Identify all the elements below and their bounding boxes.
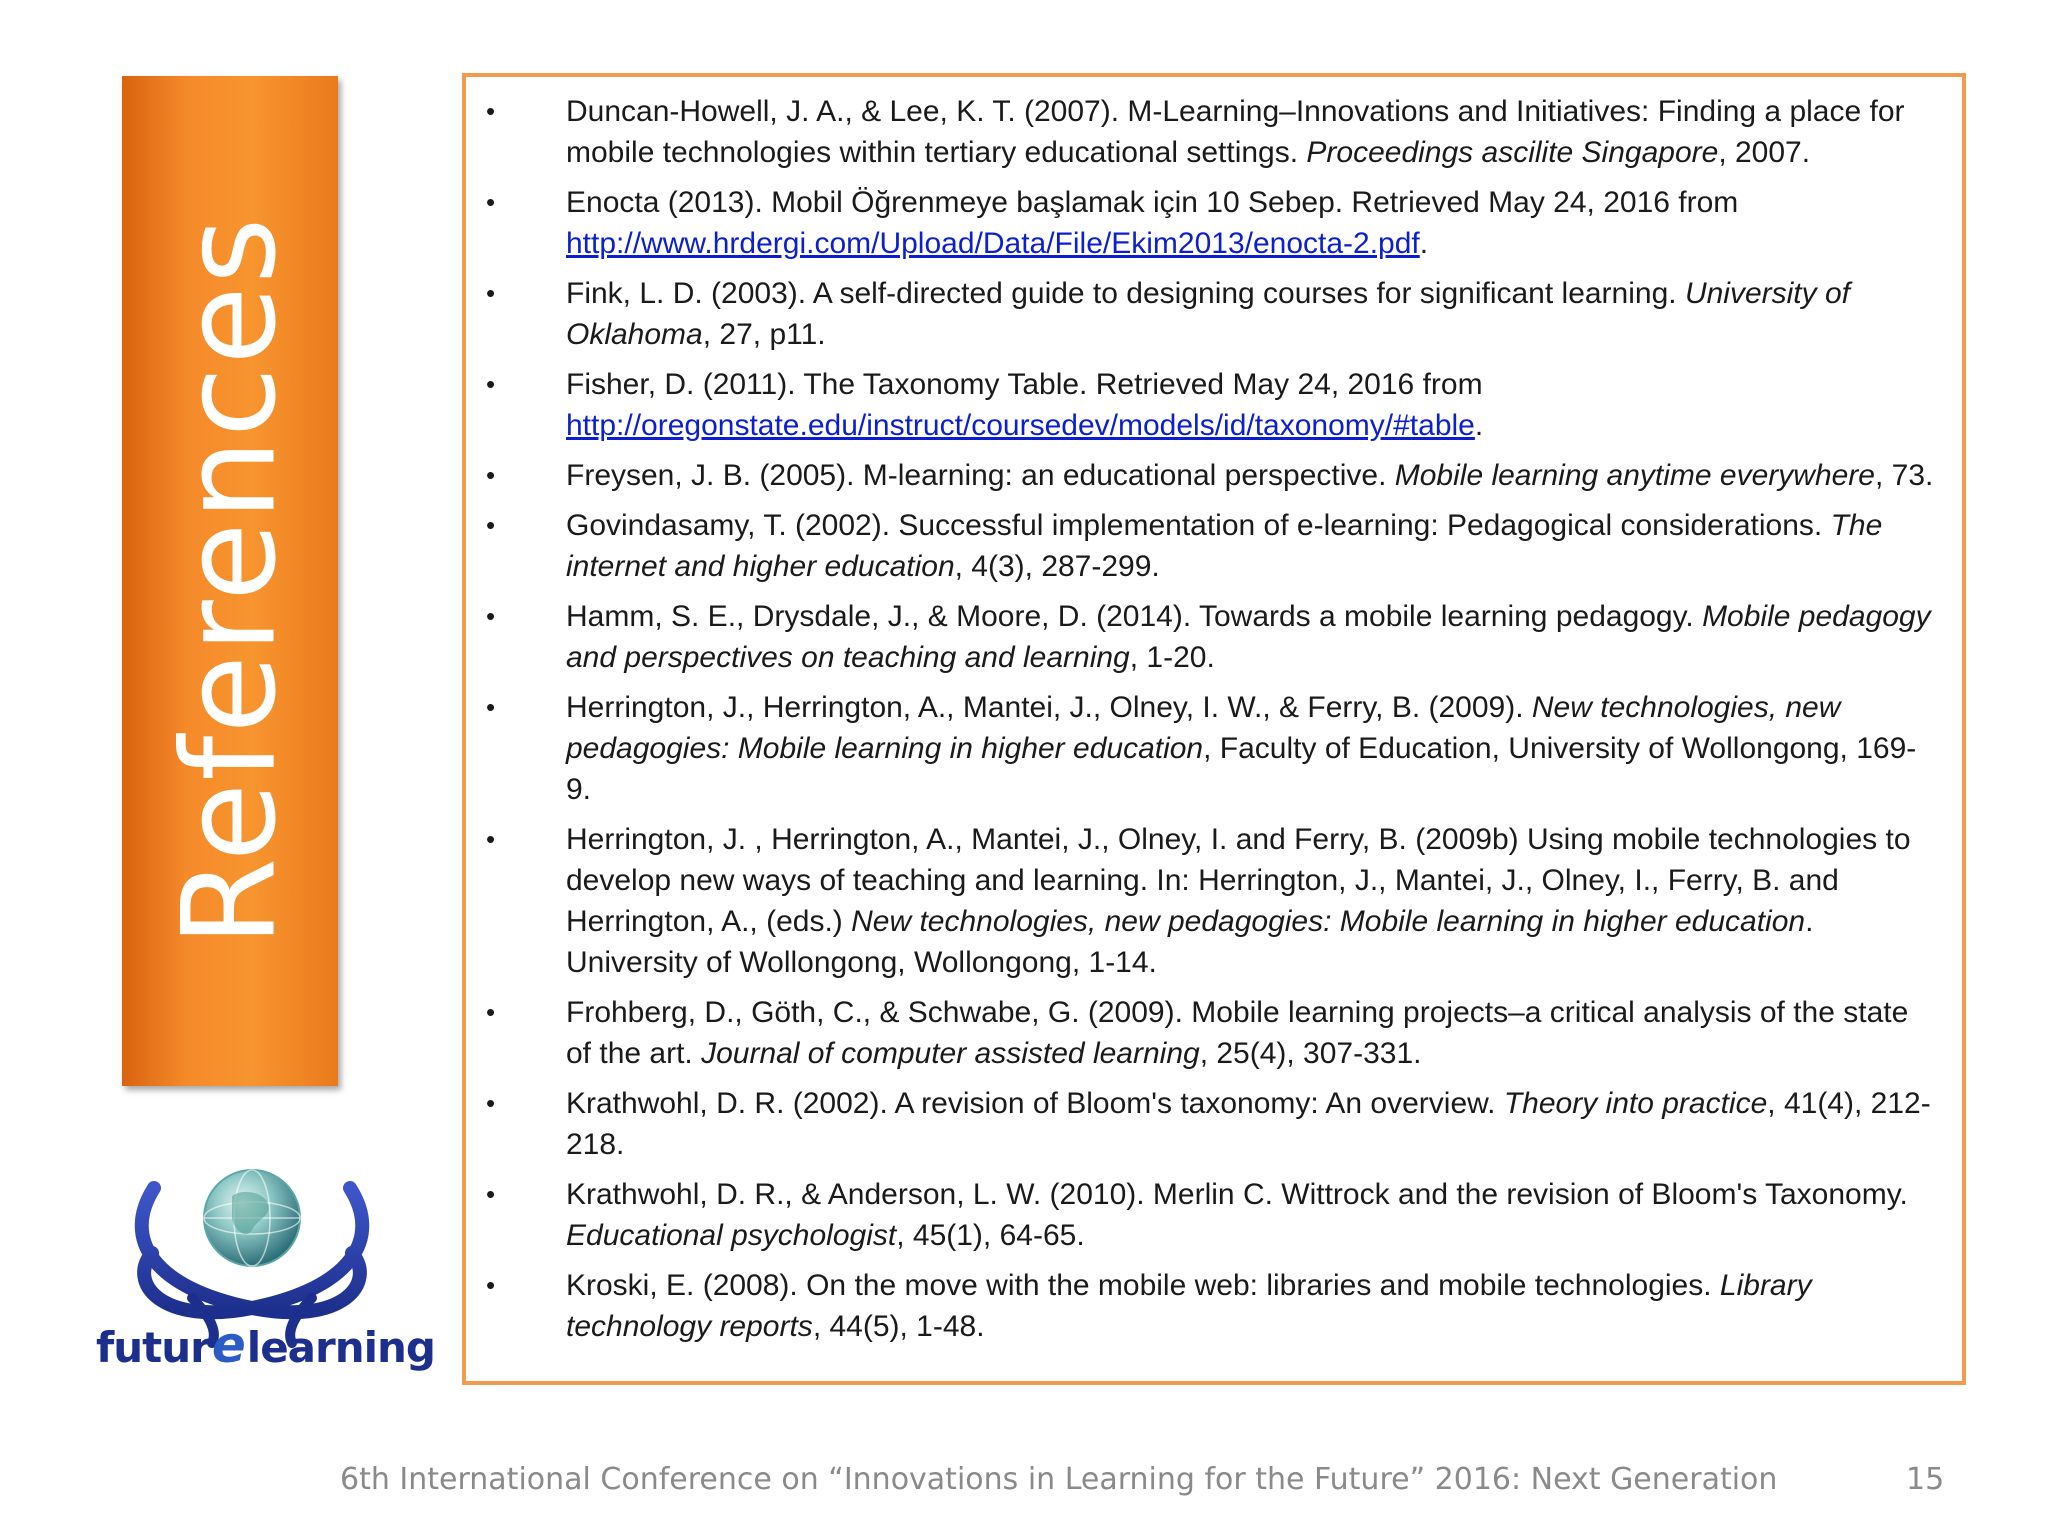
bullet-icon: •: [486, 460, 496, 490]
futurelearning-logo: [92, 1158, 435, 1380]
reference-link[interactable]: http://oregonstate.edu/instruct/coursedev/models/id/taxonomy/#table: [566, 409, 1475, 442]
reference-item: [466, 455, 1940, 496]
reference-text-end: . University of Wollongong, Wollongong, 1-14.: [566, 905, 1814, 979]
bullet-icon: •: [486, 510, 496, 540]
reference-list: [466, 91, 1940, 1347]
reference-text-end: , 41(4), 212-218.: [566, 1087, 1931, 1161]
bullet-icon: •: [486, 1270, 496, 1300]
references-panel: [462, 73, 1966, 1385]
reference-item: [466, 505, 1940, 587]
reference-text: Govindasamy, T. (2002). Successful implementation of e-learning: Pedagogical considerations.: [566, 509, 1831, 542]
reference-item: [466, 819, 1940, 983]
bullet-icon: •: [486, 1088, 496, 1118]
reference-item: [466, 992, 1940, 1074]
reference-text-end: , 27, p11.: [702, 318, 826, 351]
bullet-icon: •: [486, 601, 496, 631]
reference-link[interactable]: http://www.hrdergi.com/Upload/Data/File/Ekim2013/enocta-2.pdf: [566, 227, 1420, 260]
logo-wordmark: futurelearning: [96, 1316, 435, 1374]
reference-text-end: , 44(5), 1-48.: [812, 1310, 985, 1343]
reference-text: Kroski, E. (2008). On the move with the mobile web: libraries and mobile technologies.: [566, 1269, 1720, 1302]
reference-text: Fink, L. D. (2003). A self-directed guide to designing courses for significant learning.: [566, 277, 1685, 310]
reference-item: [466, 273, 1940, 355]
reference-text-end: , Faculty of Education, University of Wollongong, 169-9.: [566, 732, 1917, 806]
reference-source-title: Library technology reports: [566, 1269, 1812, 1343]
reference-text: Krathwohl, D. R., & Anderson, L. W. (2010). Merlin C. Wittrock and the revision of Bloom's Taxonomy.: [566, 1178, 1908, 1211]
reference-item: [466, 1174, 1940, 1256]
reference-text: Hamm, S. E., Drysdale, J., & Moore, D. (2014). Towards a mobile learning pedagogy.: [566, 600, 1703, 633]
reference-text: Duncan-Howell, J. A., & Lee, K. T. (2007). M-Learning–Innovations and Initiatives: Finding a place for mobile technologies within tertiary educational settings.: [566, 95, 1905, 169]
reference-text-end: , 1-20.: [1129, 641, 1215, 674]
bullet-icon: •: [486, 692, 496, 722]
reference-text: Freysen, J. B. (2005). M-learning: an educational perspective.: [566, 459, 1395, 492]
reference-source-title: New technologies, new pedagogies: Mobile learning in higher education: [851, 905, 1806, 938]
reference-text-end: , 4(3), 287-299.: [954, 550, 1160, 583]
bullet-icon: •: [486, 824, 496, 854]
reference-source-title: Mobile pedagogy and perspectives on teaching and learning: [566, 600, 1931, 674]
reference-item: [466, 364, 1940, 446]
reference-item: [466, 1265, 1940, 1347]
bullet-icon: •: [486, 369, 496, 399]
reference-text-end: , 45(1), 64-65.: [896, 1219, 1085, 1252]
reference-text: Herrington, J. , Herrington, A., Mantei, J., Olney, I. and Ferry, B. (2009b) Using mobile technologies to develop new ways of teaching and learning. In: Herrington, J., Mantei, J., Olney, I., Ferry, B. and Herrington, A., (eds.): [566, 823, 1911, 938]
reference-source-title: University of Oklahoma: [566, 277, 1850, 351]
bullet-icon: •: [486, 187, 496, 217]
reference-text-end: , 2007.: [1718, 136, 1811, 169]
reference-source-title: New technologies, new pedagogies: Mobile learning in higher education: [566, 691, 1841, 765]
reference-source-title: Proceedings ascilite Singapore: [1306, 136, 1719, 169]
reference-item: [466, 596, 1940, 678]
reference-source-title: The internet and higher education: [566, 509, 1883, 583]
reference-item: [466, 91, 1940, 173]
page-number: 15: [1906, 1462, 1945, 1497]
reference-item: [466, 1083, 1940, 1165]
reference-text: Herrington, J., Herrington, A., Mantei, J., Olney, I. W., & Ferry, B. (2009).: [566, 691, 1532, 724]
reference-text: Fisher, D. (2011). The Taxonomy Table. Retrieved May 24, 2016 from: [566, 368, 1483, 401]
footer-conference-name: 6th International Conference on “Innovations in Learning for the Future” 2016: Next Generation: [340, 1462, 1778, 1497]
reference-text-end: , 25(4), 307-331.: [1199, 1037, 1422, 1070]
reference-text-end: , 73.: [1874, 459, 1934, 492]
reference-source-title: Educational psychologist: [566, 1219, 897, 1252]
reference-text: Frohberg, D., Göth, C., & Schwabe, G. (2009). Mobile learning projects–a critical analysis of the state of the art.: [566, 996, 1909, 1070]
reference-text: Enocta (2013). Mobil Öğrenmeye başlamak için 10 Sebep. Retrieved May 24, 2016 from: [566, 186, 1739, 219]
reference-item: [466, 182, 1940, 264]
reference-text-end: .: [1419, 227, 1429, 260]
bullet-icon: •: [486, 1179, 496, 1209]
reference-text-end: .: [1474, 409, 1484, 442]
reference-item: [466, 687, 1940, 810]
reference-source-title: Journal of computer assisted learning: [701, 1037, 1200, 1070]
reference-source-title: Mobile learning anytime everywhere: [1394, 459, 1875, 492]
title-banner: [122, 76, 338, 1086]
bullet-icon: •: [486, 278, 496, 308]
reference-source-title: Theory into practice: [1503, 1087, 1768, 1120]
bullet-icon: •: [486, 997, 496, 1027]
bullet-icon: •: [486, 96, 496, 126]
reference-text: Krathwohl, D. R. (2002). A revision of Bloom's taxonomy: An overview.: [566, 1087, 1504, 1120]
slide-title: References: [155, 215, 305, 947]
